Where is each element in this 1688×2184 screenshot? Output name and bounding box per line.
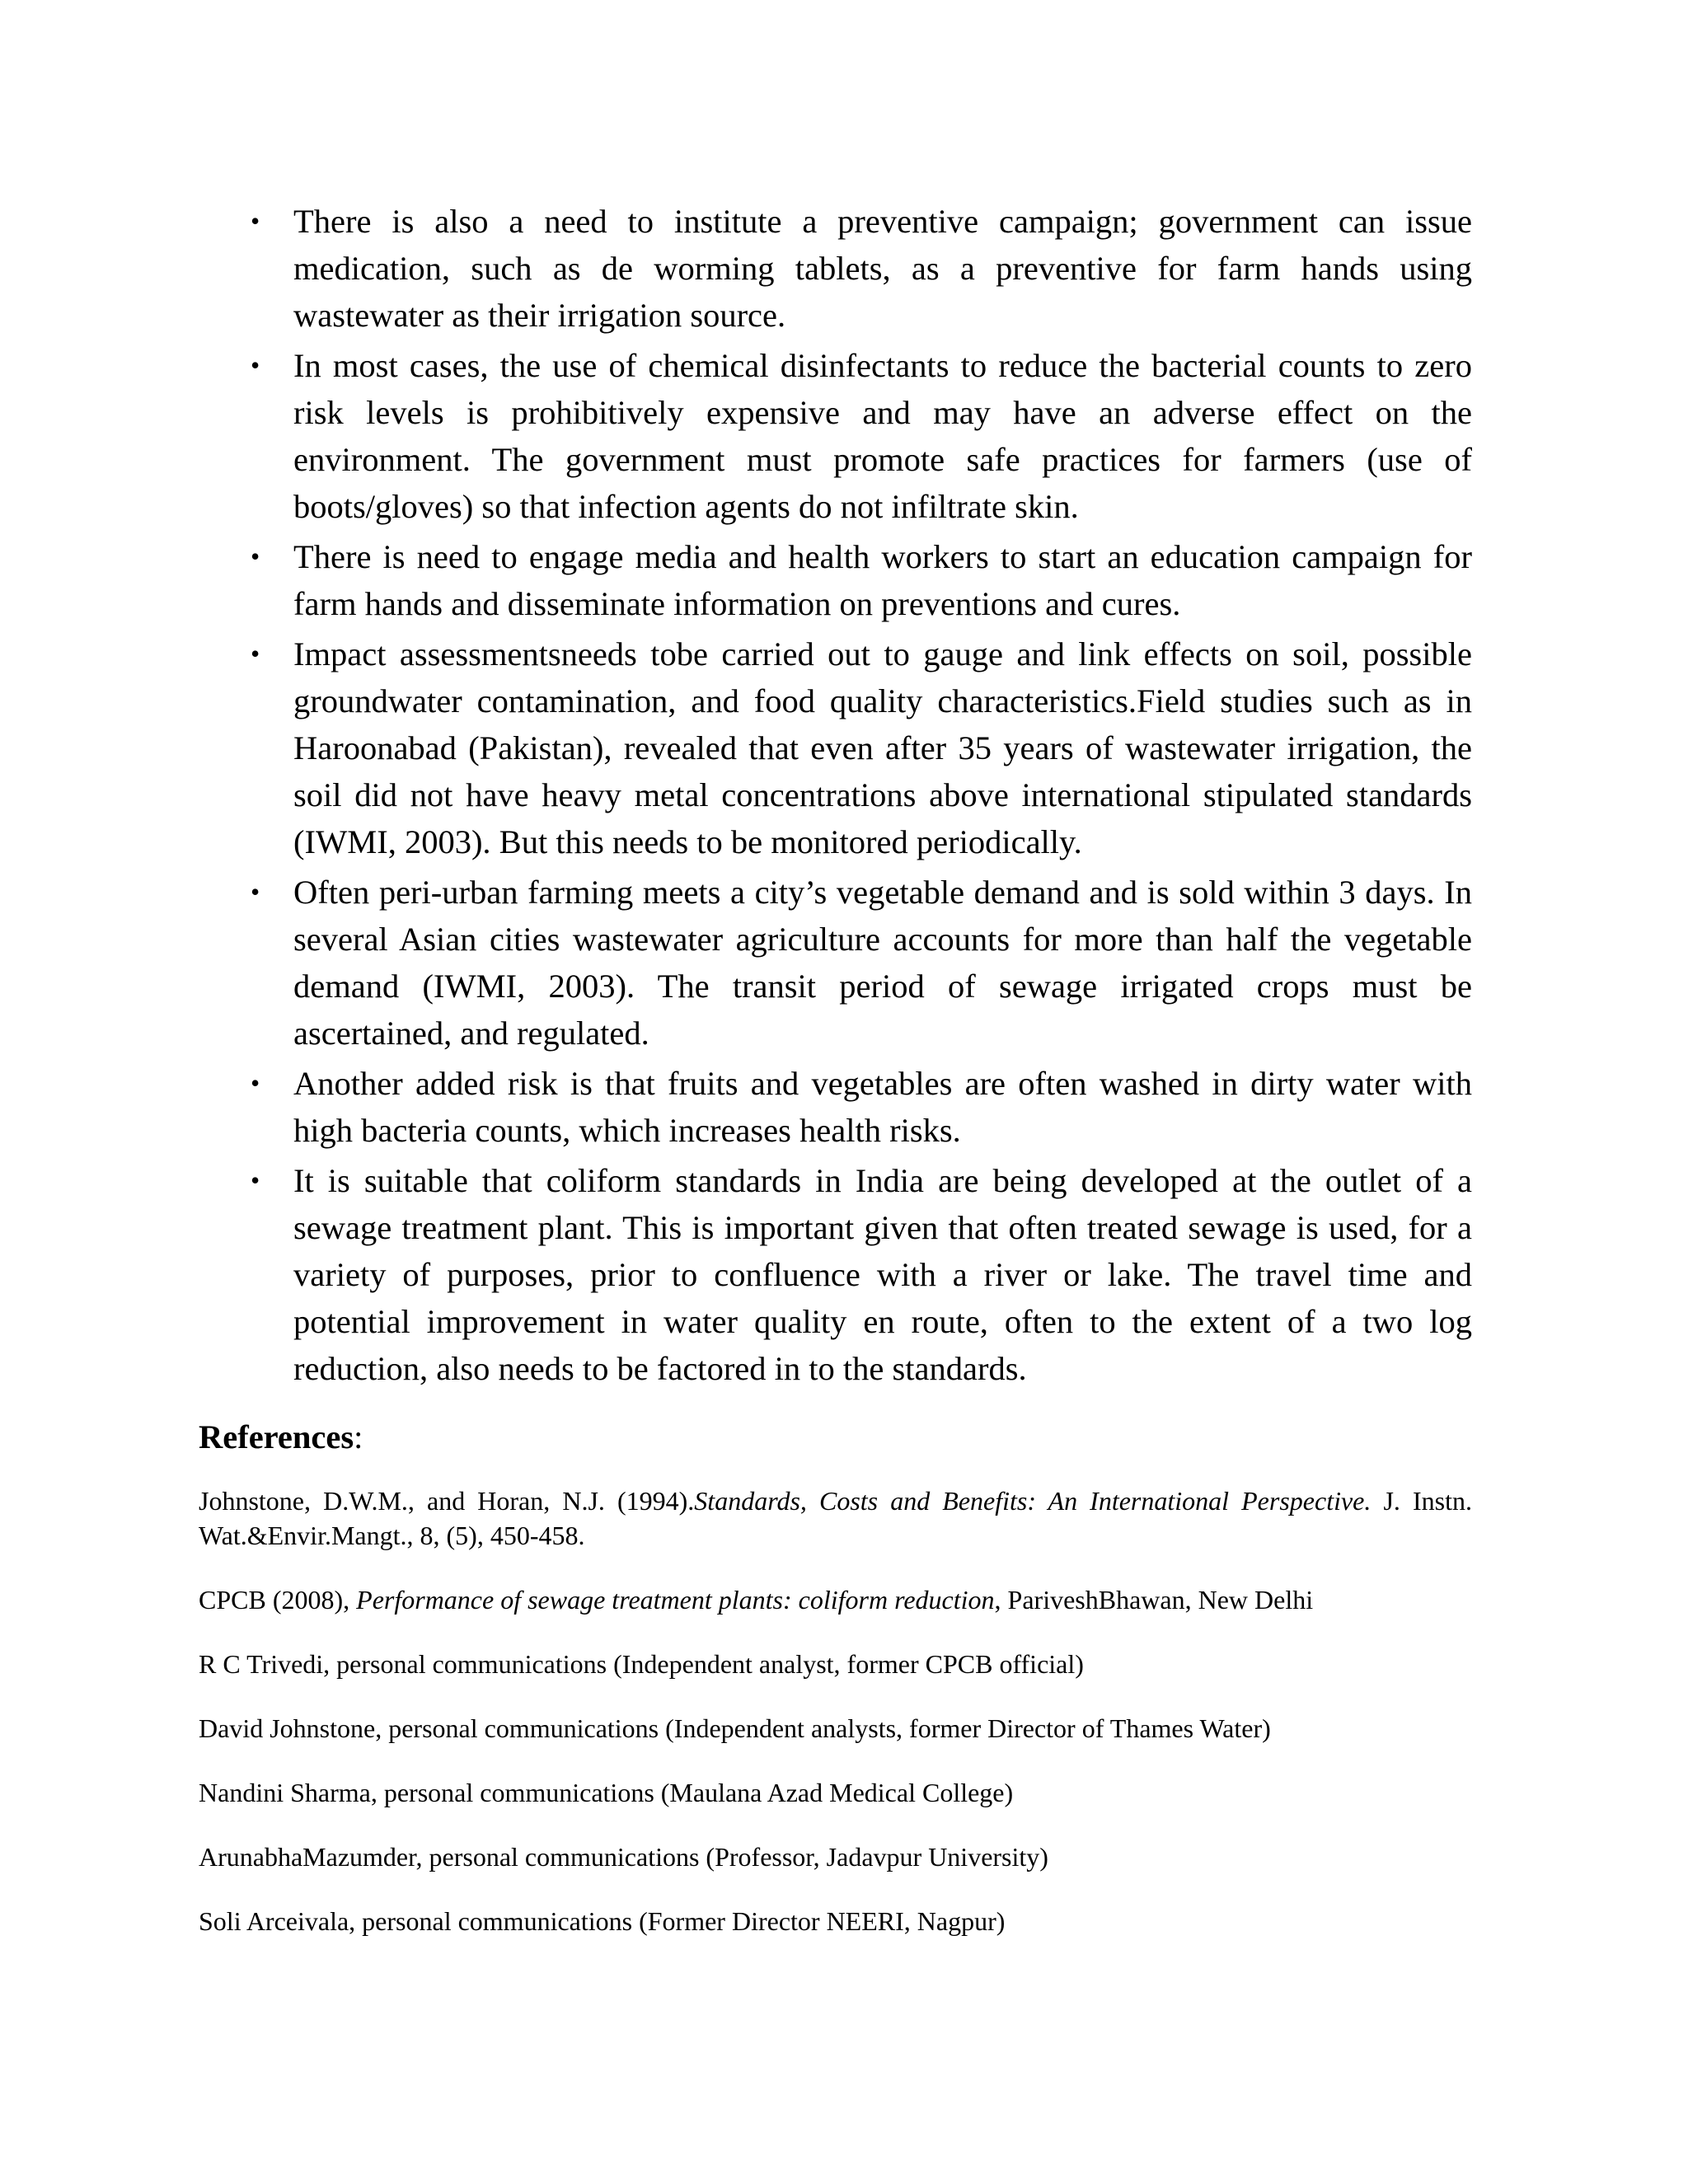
reference-text: CPCB (2008), bbox=[199, 1585, 357, 1615]
reference-item bbox=[199, 1582, 1472, 1617]
references-heading bbox=[199, 1416, 363, 1459]
list-item-text: There is need to engage media and health workers to start an education campaign for farm hands and disseminate information on preventions and cures. bbox=[293, 538, 1472, 622]
bullet-icon: • bbox=[251, 1165, 260, 1195]
list-item-text: It is suitable that coliform standards in India are being developed at the outlet of a sewage treatment plant. This is important given that often treated sewage is used, for a variety of purposes, prior to confluence with a river or lake. The travel time and potential improvement in water quality en route, often to the extent of a two log reduction, also needs to be factored in to the standards. bbox=[293, 1162, 1472, 1387]
reference-source: , PariveshBhawan, New Delhi bbox=[994, 1585, 1314, 1615]
reference-text: David Johnstone, personal communications (Independent analysts, former Director of Thames Water) bbox=[199, 1713, 1271, 1743]
reference-title: Performance of sewage treatment plants: coliform reduction bbox=[356, 1585, 995, 1615]
references-list bbox=[199, 1483, 1472, 1968]
bullet-icon: • bbox=[251, 541, 260, 571]
reference-title: Standards, Costs and Benefits: An International Perspective. bbox=[694, 1486, 1372, 1516]
bullet-icon: • bbox=[251, 350, 260, 380]
reference-item bbox=[199, 1904, 1472, 1938]
list-item bbox=[251, 342, 1472, 530]
list-item bbox=[251, 1157, 1472, 1392]
recommendations-list bbox=[251, 198, 1472, 1395]
reference-item bbox=[199, 1711, 1472, 1746]
list-item-text: Impact assessmentsneeds tobe carried out to gauge and link effects on soil, possible groundwater contamination, and food quality characteristics.Field studies such as in Haroonabad (Pakistan), revealed that even after 35 years of wastewater irrigation, the soil did not have heavy metal concentrations above international stipulated standards (IWMI, 2003). But this needs to be monitored periodically. bbox=[293, 635, 1472, 860]
references-heading-text: References bbox=[199, 1418, 354, 1455]
list-item bbox=[251, 630, 1472, 865]
list-item-text: In most cases, the use of chemical disinfectants to reduce the bacterial counts to zero risk levels is prohibitively expensive and may have an adverse effect on the environment. The government must promote safe practices for farmers (use of boots/gloves) so that infection agents do not infiltrate skin. bbox=[293, 347, 1472, 525]
list-item bbox=[251, 1060, 1472, 1154]
list-item-text: There is also a need to institute a preventive campaign; government can issue medication, such as de worming tablets, as a preventive for farm hands using wastewater as their irrigation source. bbox=[293, 203, 1472, 334]
reference-item bbox=[199, 1483, 1472, 1553]
reference-item bbox=[199, 1840, 1472, 1874]
reference-text: R C Trivedi, personal communications (Independent analyst, former CPCB official) bbox=[199, 1649, 1084, 1679]
list-item bbox=[251, 869, 1472, 1057]
bullet-icon: • bbox=[251, 877, 260, 907]
references-heading-colon: : bbox=[354, 1418, 363, 1455]
bullet-icon: • bbox=[251, 1068, 260, 1098]
reference-source: J. Instn. Wat.&Envir.Mangt., 8, (5), 450-458. bbox=[199, 1486, 1473, 1550]
list-item bbox=[251, 533, 1472, 627]
reference-text: Johnstone, D.W.M., and Horan, N.J. (1994). bbox=[199, 1486, 695, 1516]
list-item-text: Another added risk is that fruits and vegetables are often washed in dirty water with high bacteria counts, which increases health risks. bbox=[293, 1065, 1472, 1149]
bullet-icon: • bbox=[251, 206, 260, 236]
reference-item bbox=[199, 1775, 1472, 1810]
list-item bbox=[251, 198, 1472, 339]
bullet-icon: • bbox=[251, 639, 260, 668]
reference-text: ArunabhaMazumder, personal communications (Professor, Jadavpur University) bbox=[199, 1842, 1048, 1872]
reference-text: Nandini Sharma, personal communications (Maulana Azad Medical College) bbox=[199, 1778, 1014, 1807]
reference-item bbox=[199, 1647, 1472, 1681]
reference-text: Soli Arceivala, personal communications (Former Director NEERI, Nagpur) bbox=[199, 1906, 1006, 1936]
list-item-text: Often peri-urban farming meets a city’s vegetable demand and is sold within 3 days. In several Asian cities wastewater agriculture accounts for more than half the vegetable demand (IWMI, 2003). The transit period of sewage irrigated crops must be ascertained, and regulated. bbox=[293, 874, 1472, 1052]
